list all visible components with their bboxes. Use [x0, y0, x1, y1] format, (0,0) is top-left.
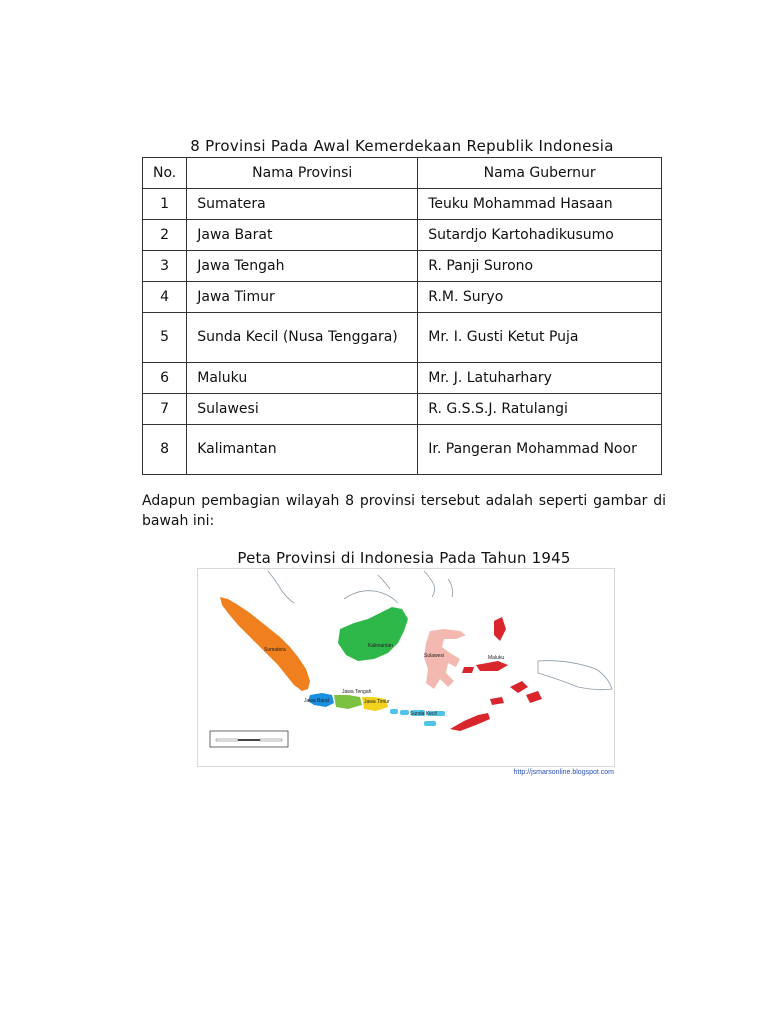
table-row	[143, 313, 662, 363]
row-number: 4	[143, 282, 187, 313]
header-governor: Nama Gubernur	[418, 158, 662, 189]
table-row	[143, 220, 662, 251]
jawa-barat-label: Jawa Barat	[304, 698, 330, 704]
aru-island	[526, 691, 542, 703]
kalimantan-label: Kalimantan	[368, 643, 394, 649]
governor-name: R. Panji Surono	[418, 251, 662, 282]
province-name: Sumatera	[187, 189, 418, 220]
province-name: Jawa Barat	[187, 220, 418, 251]
kei-island	[510, 681, 528, 693]
province-name: Sunda Kecil (Nusa Tenggara)	[187, 313, 418, 363]
philippines-outline-b	[424, 571, 435, 597]
governor-name: Mr. I. Gusti Ketut Puja	[418, 313, 662, 363]
row-number: 2	[143, 220, 187, 251]
table-row	[143, 363, 662, 394]
header-no: No.	[143, 158, 187, 189]
governor-name: Teuku Mohammad Hasaan	[418, 189, 662, 220]
new-guinea-outline	[538, 661, 612, 690]
table-row	[143, 394, 662, 425]
row-number: 1	[143, 189, 187, 220]
province-name: Jawa Tengah	[187, 251, 418, 282]
province-name: Jawa Timur	[187, 282, 418, 313]
map-source-url[interactable]: http://jsmarsonline.blogspot.com	[513, 769, 614, 776]
province-map	[197, 568, 615, 767]
seram-island	[476, 661, 508, 671]
row-number: 5	[143, 313, 187, 363]
jawa-tengah-label: Jawa Tengah	[342, 689, 372, 695]
header-province: Nama Provinsi	[187, 158, 418, 189]
buru-island	[462, 667, 474, 673]
table-row	[143, 282, 662, 313]
maluku-region	[462, 617, 542, 705]
governor-name: R.M. Suryo	[418, 282, 662, 313]
maluku-label: Maluku	[488, 655, 505, 661]
table-title: 8 Provinsi Pada Awal Kemerdekaan Republik Indonesia	[190, 137, 614, 155]
table-row	[143, 425, 662, 475]
malay-peninsula-outline	[268, 571, 294, 603]
sulawesi-label: Sulawesi	[424, 653, 445, 659]
tanimbar-island	[490, 697, 504, 705]
lombok-island	[400, 710, 409, 715]
philippines-outline-c	[448, 579, 453, 597]
philippines-outline-a	[378, 575, 390, 589]
north-borneo-outline	[344, 591, 398, 603]
sumba-island	[424, 721, 436, 726]
kalimantan-region	[338, 607, 408, 661]
row-number: 6	[143, 363, 187, 394]
bali-island	[390, 709, 398, 714]
row-number: 7	[143, 394, 187, 425]
province-table	[142, 157, 662, 475]
table-row	[143, 189, 662, 220]
row-number: 8	[143, 425, 187, 475]
sunda-kecil-label: Sunda Kecil	[410, 711, 437, 717]
table-header-row	[143, 158, 662, 189]
sumatera-label: Sumatera	[264, 647, 286, 653]
sulawesi-region	[424, 629, 466, 689]
jawa-tengah-region	[334, 695, 362, 709]
scale-bar	[210, 731, 288, 747]
governor-name: Ir. Pangeran Mohammad Noor	[418, 425, 662, 475]
province-name: Sulawesi	[187, 394, 418, 425]
sumatera-region	[220, 597, 310, 691]
timor-region	[450, 713, 490, 731]
map-title: Peta Provinsi di Indonesia Pada Tahun 1945	[237, 549, 571, 567]
table-row	[143, 251, 662, 282]
intro-paragraph: Adapun pembagian wilayah 8 provinsi tersebut adalah seperti gambar di bawah ini:	[142, 493, 666, 529]
governor-name: Mr. J. Latuharhary	[418, 363, 662, 394]
governor-name: R. G.S.S.J. Ratulangi	[418, 394, 662, 425]
governor-name: Sutardjo Kartohadikusumo	[418, 220, 662, 251]
province-name: Maluku	[187, 363, 418, 394]
jawa-timur-label: Jawa Timur	[364, 699, 390, 705]
map-svg	[198, 569, 614, 766]
halmahera-island	[494, 617, 506, 641]
row-number: 3	[143, 251, 187, 282]
province-name: Kalimantan	[187, 425, 418, 475]
